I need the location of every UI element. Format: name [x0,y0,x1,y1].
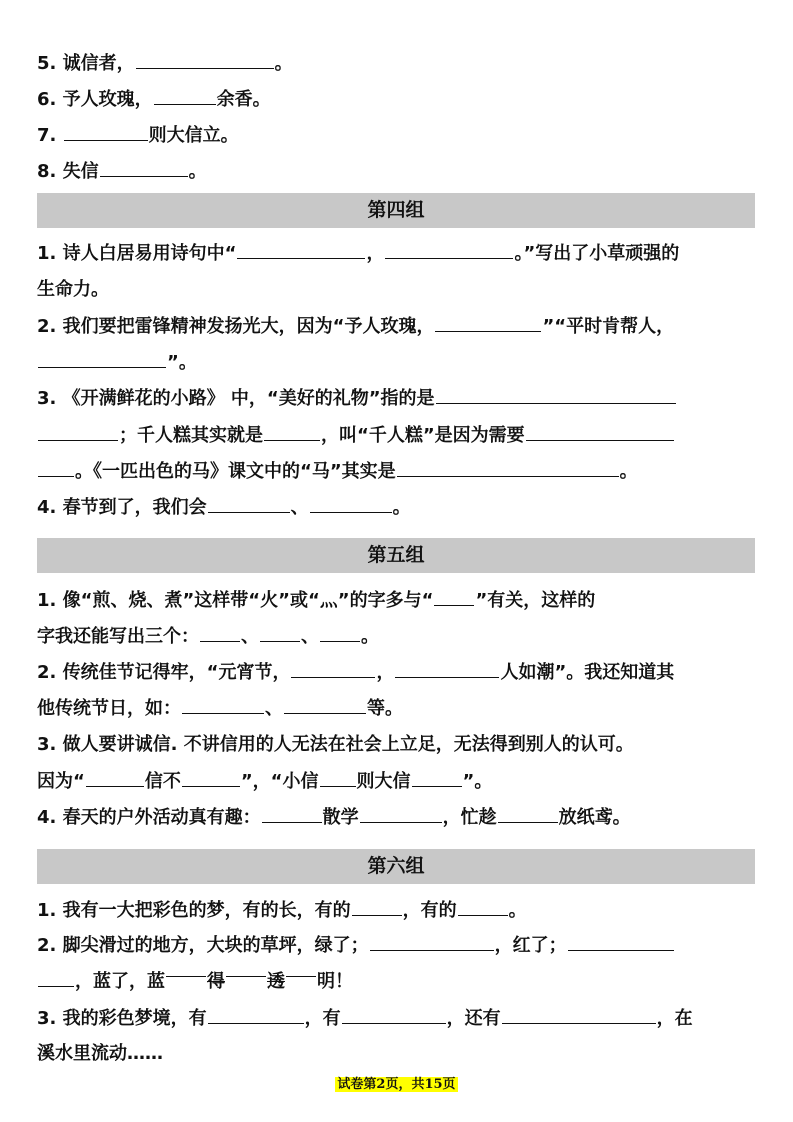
question-text: ，还有 [446,1008,501,1029]
question-text: 3. 做人要讲诚信. 不讲信用的人无法在社会上立足，无法得到别人的认可。 [37,734,634,755]
question-text: ”。 [462,771,493,792]
answer-blank[interactable] [38,424,118,441]
answer-blank[interactable] [38,460,74,477]
g5-question-2 [37,661,757,684]
section-header-group5 [37,538,755,573]
question-text: ，叫“千人糕”是因为需要 [321,425,525,446]
g4-question-1 [37,242,757,265]
g4-question-2-cont [37,351,757,374]
struck-text: 透 [267,971,285,992]
answer-blank[interactable] [208,1007,304,1024]
question-text: 、 [290,497,309,518]
question-text: ；千人糕其实就是 [119,425,263,446]
question-text: 则大信立。 [148,125,239,146]
g5-question-3-cont [37,770,757,793]
answer-blank[interactable] [200,625,240,642]
question-text: 、 [241,626,259,647]
answer-blank[interactable] [64,124,148,141]
answer-blank[interactable] [395,661,499,678]
answer-blank[interactable] [342,1007,446,1024]
answer-blank[interactable] [38,351,166,368]
g5-question-3 [37,734,757,756]
question-text: 。 [619,461,638,482]
page-number-label: 试卷第2页，共15页 [337,1077,456,1092]
answer-blank[interactable] [86,770,144,787]
question-text: 1. 诗人白居易用诗句中“ [37,243,237,264]
answer-blank[interactable] [397,460,619,477]
g5-question-1-cont [37,625,757,648]
answer-blank[interactable] [320,625,360,642]
answer-blank[interactable] [291,661,375,678]
question-text: 等。 [367,698,403,719]
question-text: 。 [274,53,293,74]
answer-blank[interactable] [154,88,216,105]
answer-blank[interactable] [182,697,264,714]
question-text: 放纸鸢。 [558,807,631,828]
question-text: 7. [37,125,63,146]
section-header-group6 [37,849,755,884]
answer-blank[interactable] [385,242,513,259]
section-title: 第六组 [367,855,425,877]
question-text: 。 [361,626,379,647]
g5-question-1 [37,589,757,612]
question-text: 、 [301,626,319,647]
question-text: 2. 我们要把雷锋精神发扬光大，因为“予人玫瑰， [37,316,435,337]
answer-blank[interactable] [435,315,541,332]
question-text: 4. 春天的户外活动真有趣： [37,807,261,828]
question-text: 则大信 [356,771,411,792]
question-text: 溪水里流动…… [37,1043,163,1064]
question-text: 、 [265,698,283,719]
g4-question-3-cont [37,424,757,447]
answer-blank[interactable] [568,934,674,951]
question-text: 生命力。 [37,279,109,300]
g4-question-1-cont [37,279,757,301]
question-text: 6. 予人玫瑰， [37,89,153,110]
question-text: 余香。 [216,89,271,110]
answer-blank[interactable] [262,806,322,823]
answer-blank[interactable] [458,899,508,916]
answer-blank[interactable] [370,934,494,951]
answer-blank[interactable] [360,806,442,823]
question-text: 3. 我的彩色梦境，有 [37,1008,207,1029]
g6-question-3 [37,1007,757,1030]
question-text: 。”写出了小草顽强的 [514,243,680,264]
answer-blank[interactable] [502,1007,656,1024]
question-text: 8. 失信 [37,161,99,182]
question-text: ，在 [656,1008,693,1029]
question-text: 3. 《开满鲜花的小路》 中，“美好的礼物”指的是 [37,388,435,409]
question-6 [37,88,757,111]
question-text: 他传统节日，如： [37,698,181,719]
g5-question-2-cont [37,697,757,720]
question-text: 。 [188,161,207,182]
question-text: 。 [508,900,527,921]
question-text: ， [366,243,385,264]
answer-blank[interactable] [310,496,392,513]
answer-blank[interactable] [182,770,240,787]
answer-blank[interactable] [352,899,402,916]
question-5 [37,52,757,75]
question-text: ”。 [167,352,197,373]
question-text: ，忙趁 [442,807,497,828]
answer-blank[interactable] [436,387,676,404]
g6-question-2-cont [37,970,757,993]
strike-line [226,976,266,987]
answer-blank[interactable] [100,160,188,177]
question-text: 4. 春节到了，我们会 [37,497,207,518]
strike-line [286,976,316,987]
question-7 [37,124,757,147]
g6-question-1 [37,899,757,922]
question-text: 1. 我有一大把彩色的梦，有的长，有的 [37,900,351,921]
question-text: 5. 诚信者， [37,53,135,74]
question-text: 信不 [144,771,181,792]
section-title: 第五组 [367,544,425,566]
question-text: ， [376,662,395,683]
question-text: ，有的 [402,900,457,921]
question-text: 人如潮”。我还知道其 [500,662,675,683]
section-header-group4 [37,193,755,228]
question-text: 散学 [322,807,359,828]
answer-blank[interactable] [237,242,365,259]
answer-blank[interactable] [320,770,356,787]
question-text: ”“平时肯帮人， [542,316,675,337]
answer-blank[interactable] [264,424,320,441]
question-text: 明！ [317,971,353,992]
question-text: 因为“ [37,771,85,792]
g4-question-3 [37,387,757,410]
answer-blank[interactable] [526,424,674,441]
question-text: ，有 [304,1008,341,1029]
struck-text: 得 [207,971,225,992]
question-text: 。《一匹出色的马》课文中的“马”其实是 [75,461,396,482]
answer-blank[interactable] [260,625,300,642]
question-8 [37,160,757,183]
g4-question-4 [37,496,757,519]
g6-question-2 [37,934,757,957]
answer-blank[interactable] [284,697,366,714]
answer-blank[interactable] [208,496,290,513]
page-footer [0,1073,793,1092]
question-text: ”有关，这样的 [475,590,596,611]
section-title: 第四组 [367,199,425,221]
answer-blank[interactable] [412,770,462,787]
question-text: ，红了； [494,935,567,956]
g5-question-4 [37,806,757,829]
answer-blank[interactable] [434,589,474,606]
g4-question-3-cont2 [37,460,757,483]
question-text: 2. 传统佳节记得牢，“元宵节， [37,662,291,683]
strike-line [166,976,206,987]
question-text: 1. 像“煎、烧、煮”这样带“火”或“灬”的字多与“ [37,590,434,611]
g6-question-3-cont [37,1043,757,1065]
g4-question-2 [37,315,757,338]
question-text: ，蓝了，蓝 [75,971,165,992]
question-text: 。 [392,497,411,518]
question-text: ”，“小信 [240,771,319,792]
question-text: 2. 脚尖滑过的地方，大块的草坪，绿了； [37,935,369,956]
answer-blank[interactable] [38,970,74,987]
answer-blank[interactable] [498,806,558,823]
question-text: 字我还能写出三个： [37,626,199,647]
answer-blank[interactable] [136,52,274,69]
